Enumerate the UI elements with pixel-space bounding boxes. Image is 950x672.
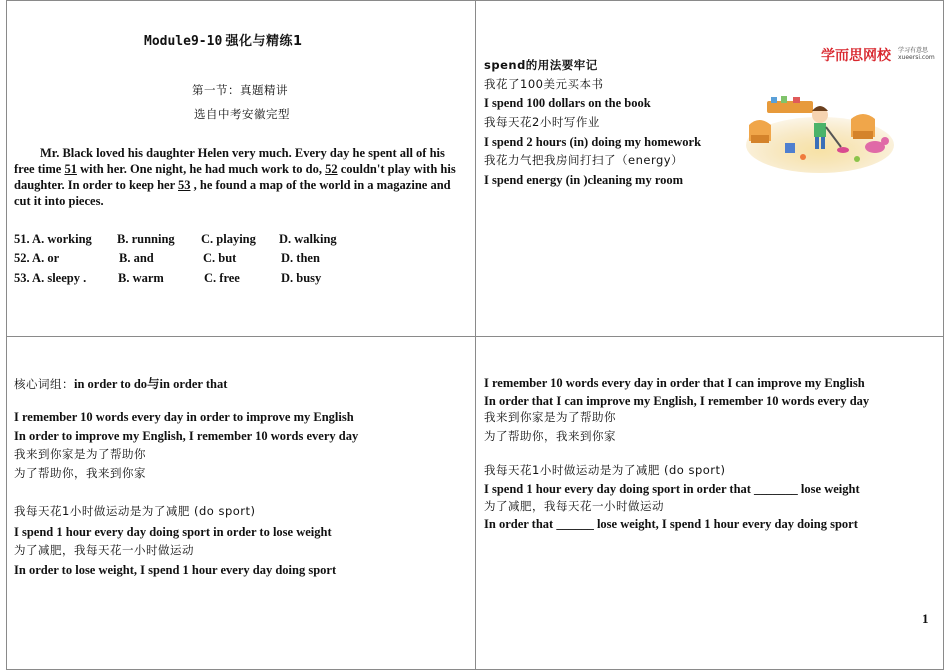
vertical-divider: [475, 0, 476, 670]
practice-en-1: I remember 10 words every day in order that I can improve my English: [484, 376, 865, 390]
cloze-paragraph: [14, 145, 459, 209]
example-cn-4: 为了减肥，我每天花一小时做运动: [14, 543, 194, 557]
core-phrase-text: in order to do与in order that: [74, 377, 228, 391]
example-cn-1: 我来到你家是为了帮助你: [14, 447, 146, 461]
module-title: [144, 33, 303, 50]
option-51-a: 51. A. working: [14, 232, 92, 246]
option-52-d: D. then: [281, 251, 320, 265]
logo-slogan: 学习有意思: [898, 47, 929, 54]
example-cn-3: 我每天花1小时做运动是为了减肥 (do sport): [14, 504, 256, 518]
practice-cn-1: 我来到你家是为了帮助你: [484, 410, 616, 424]
practice-cn-4: 为了减肥，我每天花一小时做运动: [484, 499, 664, 513]
practice-cn-3: 我每天花1小时做运动是为了减肥 (do sport): [484, 463, 726, 477]
option-51-c: C. playing: [201, 232, 256, 246]
horizontal-divider: [6, 336, 944, 337]
option-52-b: B. and: [119, 251, 154, 265]
option-53-a: 53. A. sleepy .: [14, 271, 87, 285]
practice-en-3: I spend 1 hour every day doing sport in order that _______ lose weight: [484, 482, 860, 496]
para-text-1: Mr. Black loved his daughter Helen very much. Every day he spent all of his free time: [14, 146, 445, 176]
spend-heading: spend的用法要牢记: [484, 58, 598, 72]
option-53-b: B. warm: [118, 271, 164, 285]
module-title-cn: 强化与精练1: [225, 34, 303, 49]
practice-cn-2: 为了帮助你，我来到你家: [484, 429, 616, 443]
logo-domain: xueersi.com: [898, 54, 935, 61]
xueersi-logo: [821, 45, 935, 65]
para-text-2: with her. One night, he had much work to do,: [76, 162, 326, 176]
para-text-4: , he found a map of the world in a magazine and cut it into pieces.: [14, 178, 451, 208]
blank-53: 53: [178, 178, 191, 192]
option-53-d: D. busy: [281, 271, 322, 285]
blank-51: 51: [64, 162, 77, 176]
page-number: 1: [922, 611, 929, 626]
spend-en-3: I spend energy (in )cleaning my room: [484, 173, 684, 187]
spend-cn-2: 我每天花2小时写作业: [484, 115, 600, 129]
logo-text: 学而思网校: [821, 48, 891, 64]
example-en-2: In order to improve my English, I remember 10 words every day: [14, 429, 359, 443]
practice-en-4: In order that ______ lose weight, I spend 1 hour every day doing sport: [484, 517, 858, 531]
option-51-b: B. running: [117, 232, 175, 246]
example-en-4: In order to lose weight, I spend 1 hour every day doing sport: [14, 563, 337, 577]
core-phrase-label: 核心词组：: [14, 377, 74, 391]
section-heading: 第一节：真题精讲: [192, 83, 288, 97]
spend-cn-1: 我花了100美元买本书: [484, 77, 604, 91]
spend-en-1: I spend 100 dollars on the book: [484, 96, 651, 110]
cleaning-room-illustration: [745, 95, 895, 175]
para-text-3: couldn't play with his daughter. In order to keep her: [14, 162, 456, 192]
spend-cn-3: 我花力气把我房间打扫了（energy）: [484, 153, 684, 167]
core-phrase-heading: [14, 376, 227, 392]
logo-subtext: [898, 47, 935, 61]
option-52-c: C. but: [203, 251, 237, 265]
example-en-1: I remember 10 words every day in order to improve my English: [14, 410, 354, 424]
spend-en-2: I spend 2 hours (in) doing my homework: [484, 135, 702, 149]
option-53-c: C. free: [204, 271, 240, 285]
example-en-3: I spend 1 hour every day doing sport in order to lose weight: [14, 525, 332, 539]
module-title-code: Module9-10: [144, 34, 223, 49]
example-cn-2: 为了帮助你，我来到你家: [14, 466, 146, 480]
source-note: 选自中考安徽完型: [194, 107, 290, 121]
blank-52: 52: [325, 162, 338, 176]
option-51-d: D. walking: [279, 232, 337, 246]
option-52-a: 52. A. or: [14, 251, 60, 265]
practice-en-2: In order that I can improve my English, I remember 10 words every day: [484, 394, 870, 408]
